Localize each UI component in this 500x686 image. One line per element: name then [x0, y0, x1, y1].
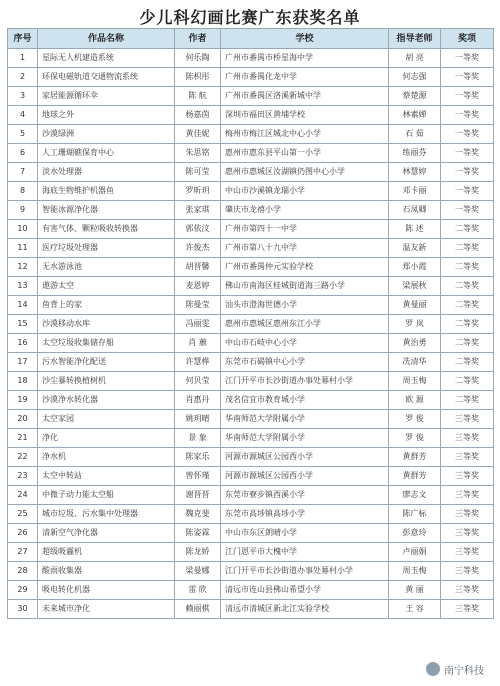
cell-work: 太空中转站 — [38, 467, 175, 486]
cell-no: 14 — [8, 296, 38, 315]
table-row — [8, 220, 494, 239]
cell-author: 赖丽棋 — [175, 600, 221, 619]
cell-school: 惠州市惠城区汝湖镇仍图中心小学 — [221, 163, 389, 182]
table-row — [8, 163, 494, 182]
cell-no: 30 — [8, 600, 38, 619]
table-row — [8, 87, 494, 106]
table-row — [8, 600, 494, 619]
cell-award: 一等奖 — [441, 201, 494, 220]
cell-award: 一等奖 — [441, 182, 494, 201]
table-row — [8, 372, 494, 391]
cell-school: 深圳市福田区黄埔学校 — [221, 106, 389, 125]
cell-award: 二等奖 — [441, 258, 494, 277]
cell-award: 一等奖 — [441, 87, 494, 106]
table-row — [8, 353, 494, 372]
cell-work: 太空家园 — [38, 410, 175, 429]
cell-award: 三等奖 — [441, 524, 494, 543]
header-award: 奖项 — [441, 29, 494, 49]
cell-teacher: 罗 俊 — [389, 429, 441, 448]
table-row — [8, 581, 494, 600]
wechat-logo-icon — [426, 662, 440, 676]
cell-no: 10 — [8, 220, 38, 239]
cell-school: 汕头市澄海世德小学 — [221, 296, 389, 315]
cell-school: 广州市番禺化龙中学 — [221, 68, 389, 87]
cell-no: 7 — [8, 163, 38, 182]
cell-author: 谢晋晋 — [175, 486, 221, 505]
cell-school: 东莞市石碣镇中心小学 — [221, 353, 389, 372]
cell-award: 二等奖 — [441, 372, 494, 391]
cell-school: 华南师范大学附属小学 — [221, 429, 389, 448]
cell-award: 二等奖 — [441, 239, 494, 258]
cell-no: 15 — [8, 315, 38, 334]
table-row — [8, 144, 494, 163]
table-row — [8, 429, 494, 448]
cell-teacher: 罗 岚 — [389, 315, 441, 334]
header-teacher: 指导老师 — [389, 29, 441, 49]
cell-teacher: 梁展秋 — [389, 277, 441, 296]
cell-work: 地球之外 — [38, 106, 175, 125]
cell-teacher: 冼清华 — [389, 353, 441, 372]
table-row — [8, 467, 494, 486]
cell-no: 20 — [8, 410, 38, 429]
table-row — [8, 125, 494, 144]
watermark-text: 南宁科技 — [444, 665, 484, 677]
cell-author: 许慧桦 — [175, 353, 221, 372]
cell-school: 江门开平市长沙街道办事处幕村小学 — [221, 562, 389, 581]
cell-teacher: 石 茹 — [389, 125, 441, 144]
cell-work: 吸电转化机器 — [38, 581, 175, 600]
cell-author: 张家琪 — [175, 201, 221, 220]
cell-work: 城市垃圾、污水集中处理器 — [38, 505, 175, 524]
cell-work: 星际无人机建造系统 — [38, 49, 175, 68]
table-row — [8, 486, 494, 505]
cell-award: 一等奖 — [441, 106, 494, 125]
cell-award: 三等奖 — [441, 505, 494, 524]
cell-author: 陈曼莹 — [175, 296, 221, 315]
cell-award: 三等奖 — [441, 448, 494, 467]
table-row — [8, 239, 494, 258]
table-row — [8, 296, 494, 315]
cell-no: 29 — [8, 581, 38, 600]
cell-teacher: 胡 亮 — [389, 49, 441, 68]
cell-award: 三等奖 — [441, 410, 494, 429]
cell-no: 25 — [8, 505, 38, 524]
cell-award: 二等奖 — [441, 353, 494, 372]
header-school: 学校 — [221, 29, 389, 49]
cell-work: 超级吸霾机 — [38, 543, 175, 562]
table-row — [8, 68, 494, 87]
table-row — [8, 410, 494, 429]
cell-work: 沙尘暴转换植树机 — [38, 372, 175, 391]
cell-school: 江门恩平市大槐中学 — [221, 543, 389, 562]
cell-teacher: 何志强 — [389, 68, 441, 87]
cell-work: 环保电磁轨道交通物流系统 — [38, 68, 175, 87]
cell-school: 广州市番禺区洛溪新城中学 — [221, 87, 389, 106]
cell-teacher: 郑小霞 — [389, 258, 441, 277]
table-row — [8, 562, 494, 581]
cell-no: 9 — [8, 201, 38, 220]
cell-teacher: 周玉梅 — [389, 372, 441, 391]
cell-award: 三等奖 — [441, 467, 494, 486]
cell-school: 河源市源城区公园西小学 — [221, 448, 389, 467]
cell-award: 一等奖 — [441, 49, 494, 68]
table-row — [8, 182, 494, 201]
cell-teacher: 黄群芳 — [389, 448, 441, 467]
watermark — [422, 660, 488, 678]
cell-no: 6 — [8, 144, 38, 163]
cell-work: 沙漠绿洲 — [38, 125, 175, 144]
cell-work: 未来城市净化 — [38, 600, 175, 619]
table-row — [8, 201, 494, 220]
cell-no: 21 — [8, 429, 38, 448]
cell-school: 清远市连山县佛山希望小学 — [221, 581, 389, 600]
cell-no: 3 — [8, 87, 38, 106]
cell-work: 净水机 — [38, 448, 175, 467]
cell-author: 罗昕玥 — [175, 182, 221, 201]
table-row — [8, 49, 494, 68]
cell-no: 18 — [8, 372, 38, 391]
cell-no: 19 — [8, 391, 38, 410]
cell-award: 一等奖 — [441, 144, 494, 163]
header-work: 作品名称 — [38, 29, 175, 49]
cell-work: 沙漠移动水库 — [38, 315, 175, 334]
cell-teacher: 黄曼丽 — [389, 296, 441, 315]
cell-school: 惠州市惠城区惠州东江小学 — [221, 315, 389, 334]
cell-teacher: 练丽芬 — [389, 144, 441, 163]
cell-author: 黄佳妮 — [175, 125, 221, 144]
cell-school: 茂名信宜市教育城小学 — [221, 391, 389, 410]
cell-author: 许俊杰 — [175, 239, 221, 258]
cell-no: 5 — [8, 125, 38, 144]
cell-teacher: 陈 述 — [389, 220, 441, 239]
cell-author: 何乐陶 — [175, 49, 221, 68]
cell-award: 三等奖 — [441, 581, 494, 600]
cell-teacher: 林素婵 — [389, 106, 441, 125]
table-row — [8, 505, 494, 524]
cell-school: 河源市源城区公园西小学 — [221, 467, 389, 486]
cell-work: 人工珊瑚礁保育中心 — [38, 144, 175, 163]
cell-no: 16 — [8, 334, 38, 353]
cell-award: 二等奖 — [441, 334, 494, 353]
cell-no: 4 — [8, 106, 38, 125]
cell-school: 江门开平市长沙街道办事处幕村小学 — [221, 372, 389, 391]
cell-author: 杨嘉茵 — [175, 106, 221, 125]
cell-work: 遨游太空 — [38, 277, 175, 296]
cell-no: 13 — [8, 277, 38, 296]
cell-teacher: 卢丽娟 — [389, 543, 441, 562]
cell-work: 有害气体、颗粒吸收转换器 — [38, 220, 175, 239]
cell-author: 陈 航 — [175, 87, 221, 106]
cell-work: 无水游泳池 — [38, 258, 175, 277]
cell-teacher: 廖志文 — [389, 486, 441, 505]
header-no: 序号 — [8, 29, 38, 49]
cell-work: 家居能源循环伞 — [38, 87, 175, 106]
cell-teacher: 黄群芳 — [389, 467, 441, 486]
cell-school: 东莞市高埗镇高埗小学 — [221, 505, 389, 524]
cell-teacher: 欧 源 — [389, 391, 441, 410]
cell-award: 一等奖 — [441, 68, 494, 87]
cell-award: 三等奖 — [441, 562, 494, 581]
cell-award: 三等奖 — [441, 543, 494, 562]
cell-work: 医疗垃圾处理器 — [38, 239, 175, 258]
cell-teacher: 温友新 — [389, 239, 441, 258]
cell-no: 28 — [8, 562, 38, 581]
cell-no: 12 — [8, 258, 38, 277]
cell-work: 太空垃圾收集储存船 — [38, 334, 175, 353]
table-row — [8, 543, 494, 562]
cell-school: 华南师范大学附属小学 — [221, 410, 389, 429]
award-table — [7, 28, 494, 619]
cell-school: 佛山市南海区桂城街道海三路小学 — [221, 277, 389, 296]
cell-award: 一等奖 — [441, 163, 494, 182]
cell-work: 清新空气净化器 — [38, 524, 175, 543]
cell-author: 肖惠丹 — [175, 391, 221, 410]
cell-author: 陈姿霖 — [175, 524, 221, 543]
cell-no: 2 — [8, 68, 38, 87]
cell-author: 麦恩婷 — [175, 277, 221, 296]
cell-no: 27 — [8, 543, 38, 562]
cell-author: 姚玥晴 — [175, 410, 221, 429]
table-header-row — [8, 29, 494, 49]
cell-award: 三等奖 — [441, 486, 494, 505]
cell-author: 胡晋馨 — [175, 258, 221, 277]
cell-author: 曾怀瑾 — [175, 467, 221, 486]
cell-work: 净化 — [38, 429, 175, 448]
cell-author: 梁曼娜 — [175, 562, 221, 581]
cell-school: 广州市番禺市桥星海中学 — [221, 49, 389, 68]
page-title: 少儿科幻画比赛广东获奖名单 — [139, 8, 361, 27]
cell-author: 肖 蕙 — [175, 334, 221, 353]
table-row — [8, 258, 494, 277]
cell-no: 26 — [8, 524, 38, 543]
cell-teacher: 黄 丽 — [389, 581, 441, 600]
cell-teacher: 彭意玲 — [389, 524, 441, 543]
cell-teacher: 邓卡丽 — [389, 182, 441, 201]
table-row — [8, 391, 494, 410]
cell-author: 郭依汶 — [175, 220, 221, 239]
cell-school: 中山市石岐中心小学 — [221, 334, 389, 353]
cell-author: 朱思铭 — [175, 144, 221, 163]
cell-award: 三等奖 — [441, 600, 494, 619]
cell-teacher: 罗 俊 — [389, 410, 441, 429]
table-row — [8, 524, 494, 543]
cell-school: 中山市沙溪镇龙瑞小学 — [221, 182, 389, 201]
header-author: 作者 — [175, 29, 221, 49]
cell-no: 17 — [8, 353, 38, 372]
cell-work: 沙漠净水转化器 — [38, 391, 175, 410]
cell-work: 海底生物维护机器鱼 — [38, 182, 175, 201]
cell-no: 1 — [8, 49, 38, 68]
cell-author: 冯丽雯 — [175, 315, 221, 334]
cell-school: 广州市番禺仲元实验学校 — [221, 258, 389, 277]
cell-teacher: 蔡楚源 — [389, 87, 441, 106]
cell-school: 广州市第四十一中学 — [221, 220, 389, 239]
cell-author: 陈可莹 — [175, 163, 221, 182]
cell-author: 魏克斐 — [175, 505, 221, 524]
cell-school: 惠州市惠东县平山第一小学 — [221, 144, 389, 163]
cell-school: 梅州市梅江区城北中心小学 — [221, 125, 389, 144]
cell-no: 22 — [8, 448, 38, 467]
table-row — [8, 448, 494, 467]
cell-award: 二等奖 — [441, 391, 494, 410]
cell-award: 二等奖 — [441, 220, 494, 239]
cell-teacher: 石凤卿 — [389, 201, 441, 220]
cell-no: 23 — [8, 467, 38, 486]
cell-award: 二等奖 — [441, 277, 494, 296]
table-row — [8, 277, 494, 296]
cell-teacher: 陈广标 — [389, 505, 441, 524]
cell-work: 淡水处理器 — [38, 163, 175, 182]
cell-author: 何贝莹 — [175, 372, 221, 391]
cell-author: 陈枳彤 — [175, 68, 221, 87]
cell-award: 二等奖 — [441, 315, 494, 334]
cell-school: 中山市东区朗晴小学 — [221, 524, 389, 543]
cell-work: 酸雨收集器 — [38, 562, 175, 581]
cell-school: 肇庆市龙禧小学 — [221, 201, 389, 220]
cell-work: 污水智能净化配送 — [38, 353, 175, 372]
table-row — [8, 334, 494, 353]
cell-award: 三等奖 — [441, 429, 494, 448]
cell-school: 广州市第八十九中学 — [221, 239, 389, 258]
cell-teacher: 王 容 — [389, 600, 441, 619]
cell-award: 二等奖 — [441, 296, 494, 315]
cell-author: 陈家乐 — [175, 448, 221, 467]
cell-work: 智能冰源净化器 — [38, 201, 175, 220]
cell-teacher: 黄治勇 — [389, 334, 441, 353]
cell-author: 陈龙娇 — [175, 543, 221, 562]
cell-teacher: 周玉梅 — [389, 562, 441, 581]
cell-school: 清远市清城区新北江实验学校 — [221, 600, 389, 619]
cell-no: 24 — [8, 486, 38, 505]
cell-school: 东莞市寮步镇西溪小学 — [221, 486, 389, 505]
table-row — [8, 106, 494, 125]
cell-author: 景 象 — [175, 429, 221, 448]
cell-work: 中微子动力能太空船 — [38, 486, 175, 505]
table-row — [8, 315, 494, 334]
cell-work: 鱼背上的家 — [38, 296, 175, 315]
cell-no: 11 — [8, 239, 38, 258]
cell-teacher: 林慧婷 — [389, 163, 441, 182]
cell-author: 雷 欣 — [175, 581, 221, 600]
cell-no: 8 — [8, 182, 38, 201]
cell-award: 一等奖 — [441, 125, 494, 144]
